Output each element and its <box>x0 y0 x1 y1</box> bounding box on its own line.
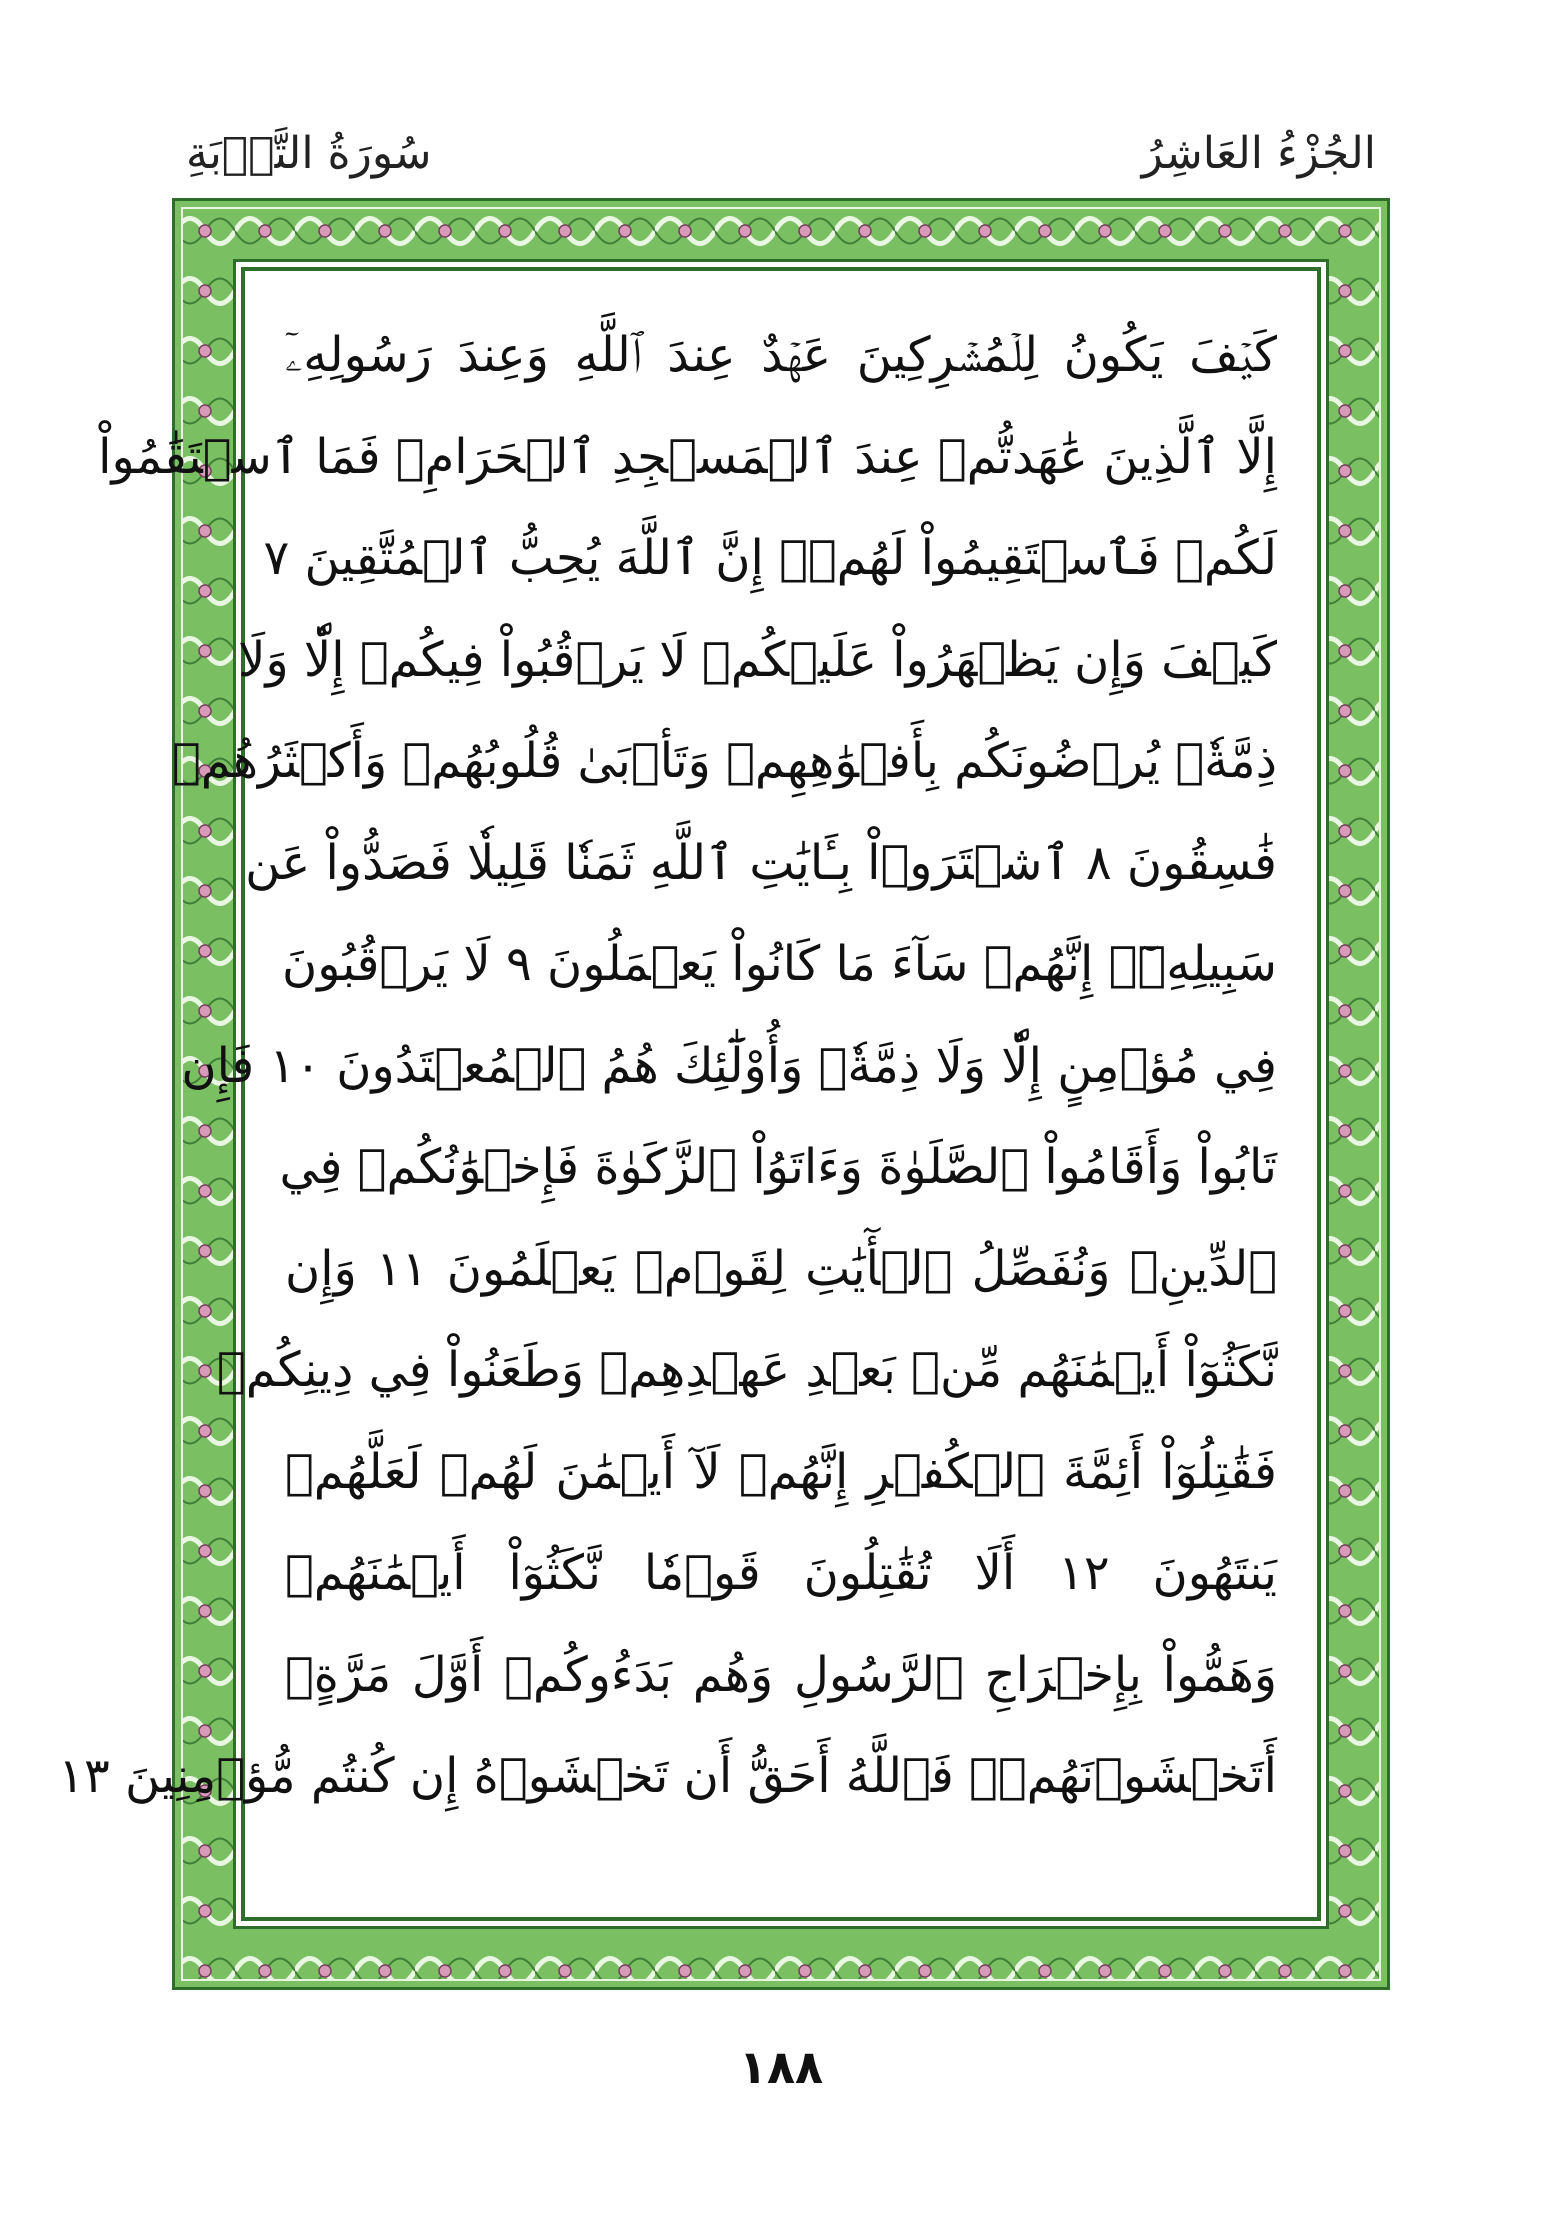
verse-line: سَبِيلِهِۦٓۚ إِنَّهُمۡ سَآءَ مَا كَانُواْ يَعۡمَلُونَ ٩ لَا يَرۡقُبُونَ <box>281 936 1277 992</box>
verse-line: نَّكَثُوٓاْ أَيۡمَٰنَهُم مِّنۢ بَعۡدِ عَهۡدِهِمۡ وَطَعَنُواْ فِي دِينِكُمۡ <box>216 1342 1277 1398</box>
juz-title: الجُزْءُ العَاشِرُ <box>1141 128 1376 179</box>
verse-line: تَابُواْ وَأَقَامُواْ ٱلصَّلَوٰةَ وَءَاتَوُاْ ٱلزَّكَوٰةَ فَإِخۡوَٰنُكُمۡ فِي <box>279 1139 1277 1195</box>
verse-line: ذِمَّةٗۚ يُرۡضُونَكُم بِأَفۡوَٰهِهِمۡ وَتَأۡبَىٰ قُلُوبُهُمۡ وَأَكۡثَرُهُمۡ <box>171 733 1277 789</box>
ornamental-frame <box>58 198 1390 1990</box>
verse-line: فَٰسِقُونَ ٨ ٱشۡتَرَوۡاْ بِـَٔايَٰتِ ٱللَّهِ ثَمَنٗا قَلِيلٗا فَصَدُّواْ عَن <box>245 834 1277 891</box>
surah-title: سُورَةُ التَّوۡبَةِ <box>186 128 432 179</box>
verse-line: يَنتَهُونَ ١٢ أَلَا تُقَٰتِلُونَ قَوۡمٗا نَّكَثُوٓاْ أَيۡمَٰنَهُمۡ <box>285 1545 1277 1601</box>
text-panel <box>58 267 1321 1921</box>
verse-line: وَهَمُّواْ بِإِخۡرَاجِ ٱلرَّسُولِ وَهُم بَدَءُوكُمۡ أَوَّلَ مَرَّةٍۚ <box>285 1646 1277 1703</box>
verse-line: إِلَّا ٱلَّذِينَ عَٰهَدتُّمۡ عِندَ ٱلۡمَسۡجِدِ ٱلۡحَرَامِۖ فَمَا ٱسۡتَقَٰمُواْ <box>98 428 1277 485</box>
verses-block <box>58 305 1277 1828</box>
verse-line: لَكُمۡ فَٱسۡتَقِيمُواْ لَهُمۡۚ إِنَّ ٱللَّهَ يُحِبُّ ٱلۡمُتَّقِينَ ٧ <box>263 530 1277 586</box>
verse-line: ٱلدِّينِۗ وَنُفَصِّلُ ٱلۡأٓيَٰتِ لِقَوۡمٖ يَعۡلَمُونَ ١١ وَإِن <box>285 1240 1277 1297</box>
verse-line: كَيۡفَ يَكُونُ لِلۡمُشۡرِكِينَ عَهۡدٌ عِندَ ٱللَّهِ وَعِندَ رَسُولِهِۦٓ <box>285 327 1277 383</box>
verse-line: فَقَٰتِلُوٓاْ أَئِمَّةَ ٱلۡكُفۡرِ إِنَّهُمۡ لَآ أَيۡمَٰنَ لَهُمۡ لَعَلَّهُمۡ <box>285 1443 1277 1500</box>
verse-line: أَتَخۡشَوۡنَهُمۡۚ فَٱللَّهُ أَحَقُّ أَن تَخۡشَوۡهُ إِن كُنتُم مُّؤۡمِنِينَ ١٣ <box>58 1748 1277 1804</box>
verse-line: فِي مُؤۡمِنٍ إِلّٗا وَلَا ذِمَّةٗۚ وَأُوْلَٰٓئِكَ هُمُ ٱلۡمُعۡتَدُونَ ١٠ فَإِن <box>181 1037 1277 1094</box>
page-number: ١٨٨ <box>738 2040 824 2094</box>
verse-line: كَيۡفَ وَإِن يَظۡهَرُواْ عَلَيۡكُمۡ لَا يَرۡقُبُواْ فِيكُمۡ إِلّٗا وَلَا <box>238 631 1277 688</box>
